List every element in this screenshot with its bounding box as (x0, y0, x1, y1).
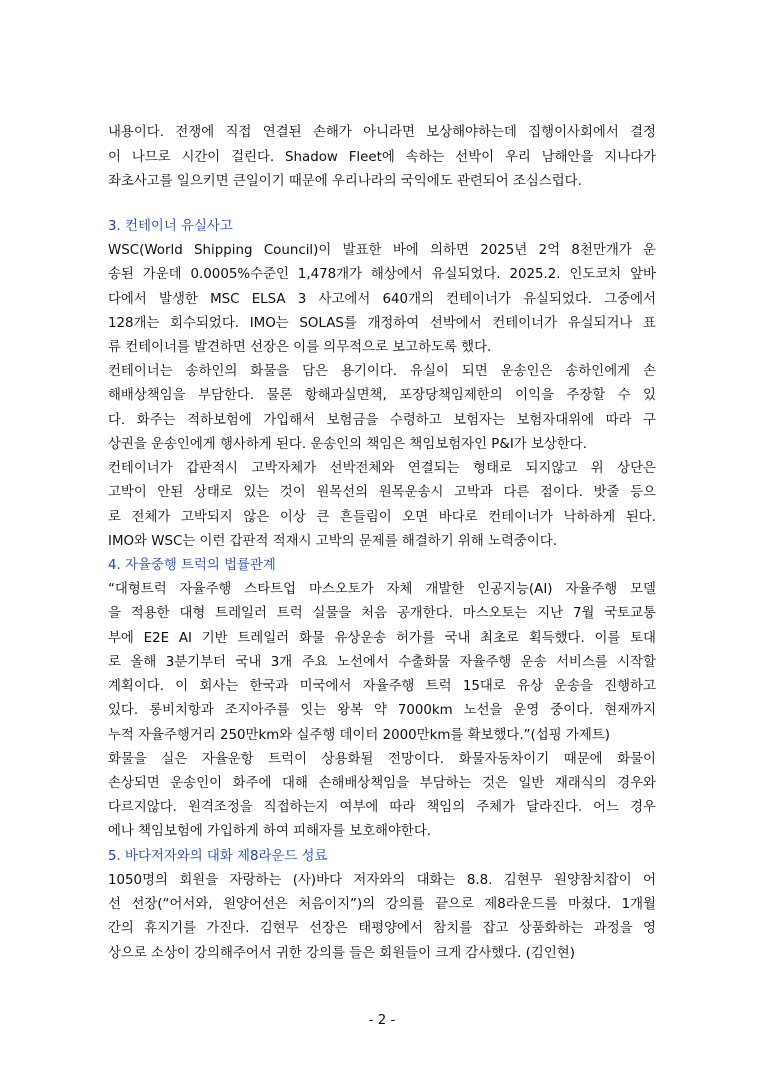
section-heading: 3. 컨테이너 유실사고 (108, 219, 233, 234)
body-line: 해배상책임을 부담한다. 물론 항해과실면책, 포장당책임제한의 이익을 주장할 수 있 (108, 388, 656, 403)
body-line: WSC(World Shipping Council)이 발표한 바에 의하면 2025년 2억 8천만개가 운 (108, 243, 656, 258)
body-line: 계획이다. 이 회사는 한국과 미국에서 자율주행 트럭 15대로 유상 운송을 진행하고 (108, 679, 656, 694)
body-line: 컨테이너는 송하인의 화물을 담은 용기이다. 유실이 되면 운송인은 송하인에게 손 (108, 364, 656, 379)
body-line: 고박이 안된 상태로 있는 것이 원목선의 원목운송시 고박과 다른 점이다. 밧줄 등으 (108, 485, 656, 500)
body-line: 을 적용한 대형 트레일러 트럭 실물을 처음 공개한다. 마스오토는 지난 7월 국토교통 (108, 606, 656, 621)
body-line: 상권을 운송인에게 행사하게 된다. 운송인의 책임은 책임보험자인 P&I가 보상한다. (108, 437, 587, 452)
body-line: 있다. 롱비치항과 조지아주를 잇는 왕복 약 7000km 노선을 운영 중이다. 현재까지 (108, 703, 656, 718)
page-number: - 2 - (368, 1013, 396, 1028)
body-line: 에나 책임보험에 가입하게 하여 피해자를 보호해야한다. (108, 824, 432, 839)
section-heading: 4. 자율중행 트럭의 법률관계 (108, 558, 276, 573)
body-line: 부에 E2E AI 기반 트레일러 화물 유상운송 허가를 국내 최초로 획득했다. 이를 토대 (108, 631, 656, 646)
body-line: 128개는 회수되었다. IMO는 SOLAS를 개정하여 선박에서 컨테이너가 유실되거나 표 (108, 316, 656, 331)
body-line: 선 선장(“어서와, 원양어선은 처음이지”)의 강의를 끝으로 제8라운드를 마쳤다. 1개월 (108, 897, 656, 912)
body-line: 다. 화주는 적하보험에 가입해서 보험금을 수령하고 보험자는 보험자대위에 따라 구 (108, 413, 656, 428)
body-line: 화물을 실은 자율운항 트럭이 상용화될 전망이다. 화물자동차이기 때문에 화물이 (108, 752, 656, 767)
body-line: 1050명의 회원을 자랑하는 (사)바다 저자와의 대화는 8.8. 김현무 원양참치잡이 어 (108, 873, 656, 888)
body-line: 로 올해 3분기부터 국내 3개 주요 노선에서 수출화물 자율주행 운송 서비스를 시작할 (108, 655, 656, 670)
body-line: 컨테이너가 갑판적시 고박자체가 선박전체와 연결되는 형태로 되지않고 위 상단은 (108, 461, 656, 476)
intro-line: 좌초사고를 일으키면 큰일이기 때문에 우리나라의 국익에도 관련되어 조심스럽다. (108, 174, 582, 189)
body-line: 누적 자율주행거리 250만km와 실주행 데이터 2000만km를 확보했다.”(섭핑 가제트) (108, 728, 610, 743)
body-line: 다르지않다. 원격조정을 직접하는지 여부에 따라 책임의 주체가 달라진다. 어느 경우 (108, 800, 656, 815)
body-line: 류 컨테이너를 발견하면 선장은 이를 의무적으로 보고하도록 했다. (108, 340, 492, 355)
section-heading: 5. 바다저자와의 대화 제8라운드 성료 (108, 849, 328, 864)
body-line: IMO와 WSC는 이런 갑판적 적재시 고박의 문제를 해결하기 위해 노력중이다. (108, 534, 557, 549)
body-line: 손상되면 운송인이 화주에 대해 손해배상책임을 부담하는 것은 일반 재래식의 경우와 (108, 776, 656, 791)
body-line: 송된 가운데 0.0005%수준인 1,478개가 해상에서 유실되었다. 2025.2. 인도코치 앞바 (108, 267, 656, 282)
body-line: 간의 휴지기를 가진다. 김현무 선장은 태평양에서 참치를 잡고 상품화하는 과정을 영 (108, 921, 656, 936)
body-line: “대형트럭 자율주행 스타트업 마스오토가 자체 개발한 인공지능(AI) 자율주행 모델 (108, 582, 656, 597)
body-line: 로 전체가 고박되지 않은 이상 큰 흔들림이 오면 바다로 컨테이너가 낙하하게 된다. (108, 510, 656, 525)
body-line: 상으로 소상이 강의해주어서 귀한 강의를 들은 회원들이 크게 감사했다. (김인현) (108, 946, 575, 961)
body-line: 다에서 발생한 MSC ELSA 3 사고에서 640개의 컨테이너가 유실되었다. 그중에서 (108, 292, 656, 307)
intro-line: 이 나므로 시간이 걸린다. Shadow Fleet에 속하는 선박이 우리 남해안을 지나다가 (108, 150, 656, 165)
intro-line: 내용이다. 전쟁에 직접 연결된 손해가 아니라면 보상해야하는데 집행이사회에서 결정 (108, 125, 656, 140)
